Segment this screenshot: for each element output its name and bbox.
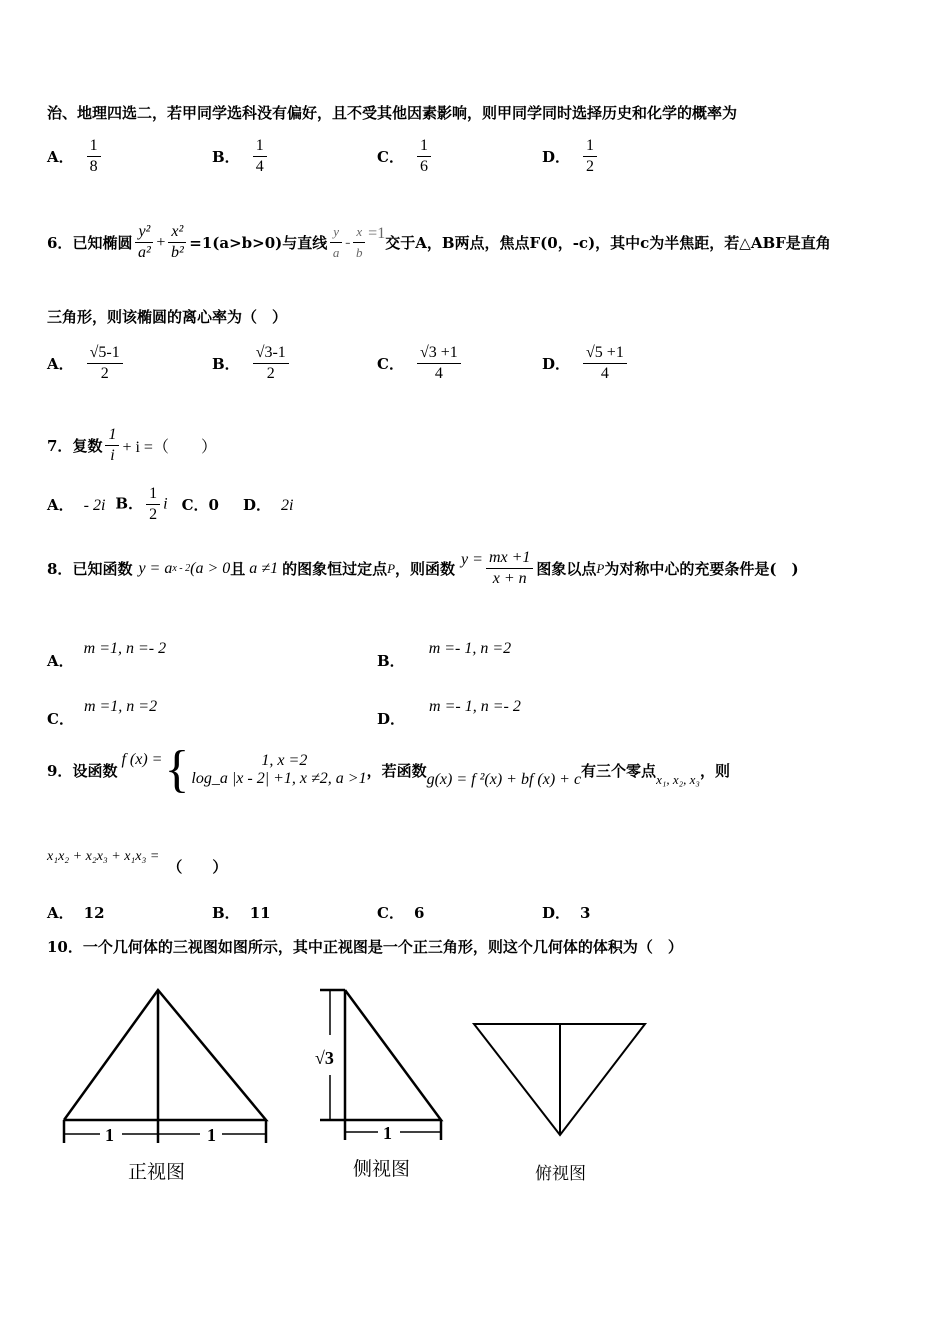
q6-stem-line2: 三角形，则该椭圆的离心率为（ ）: [47, 308, 288, 326]
q5-option-a[interactable]: [47, 136, 104, 177]
minus: -: [345, 233, 351, 251]
side-dim: 1: [383, 1123, 392, 1143]
q9-stem: [47, 741, 730, 798]
denominator: 4: [600, 365, 609, 382]
numerator: 1: [87, 136, 101, 157]
plus: +: [156, 233, 166, 251]
option-label: B．: [212, 904, 240, 922]
brace: {: [164, 741, 190, 798]
formula: a ≠1: [249, 559, 279, 577]
q5-option-d[interactable]: [542, 136, 600, 177]
formula: y = a: [138, 559, 173, 577]
q5-stem: 治、地理四选二，若甲同学选科没有偏好，且不受其他因素影响，则甲同学同时选择历史和化学的概率为: [47, 104, 738, 122]
denominator: b²: [170, 244, 184, 261]
three-view-figure: [0, 975, 950, 1195]
option-value: 6: [413, 903, 425, 922]
q7-number: 7．: [47, 437, 73, 455]
option-label: D．: [242, 496, 271, 514]
denominator: 2: [266, 365, 275, 382]
option-label: D．: [542, 148, 571, 166]
q8-option-b[interactable]: [377, 626, 511, 671]
equals-one: =1: [368, 224, 386, 242]
option-label: A．: [47, 904, 74, 922]
text: 图象以点: [536, 560, 597, 578]
denominator: 2: [149, 506, 158, 523]
q6-option-d[interactable]: [542, 343, 630, 384]
q7-option-a[interactable]: [47, 494, 105, 515]
q6-number: 6．: [47, 234, 73, 252]
text: =1(a>b>0)与直线: [189, 234, 328, 252]
text: ，则函数: [395, 560, 456, 578]
option-value: 12: [83, 903, 105, 922]
q5-option-b[interactable]: [212, 136, 270, 177]
point-p: P: [387, 560, 396, 576]
text: 交于A，B两点，焦点F(0，-c)，其中c为半焦距，若△ABF是直角: [385, 234, 831, 252]
numerator: x²: [168, 222, 186, 243]
exponent: x - 2: [172, 563, 191, 574]
option-label: B．: [212, 355, 240, 373]
q9-number: 9．: [47, 761, 73, 780]
zeros: x₁, x₂, x₃: [656, 772, 700, 787]
option-label: B．: [212, 148, 240, 166]
formula: f (x) =: [121, 751, 163, 768]
option-value: m =1, n =- 2: [83, 639, 167, 657]
option-label: C．: [377, 148, 404, 166]
q10-stem: [47, 936, 683, 957]
q7-stem: [47, 425, 217, 466]
numerator: x: [353, 222, 365, 243]
option-label: D．: [377, 710, 406, 728]
option-label: B．: [115, 494, 144, 513]
expression: x₁x₂ + x₂x₃ + x₁x₃ =: [47, 848, 160, 864]
option-value: 0: [208, 496, 219, 514]
option-value: - 2i: [83, 497, 106, 514]
text: 一个几何体的三视图如图所示，其中正视图是一个正三角形，则这个几何体的体积为（ ）: [82, 938, 683, 956]
option-suffix: i: [163, 495, 168, 513]
denominator: 4: [434, 365, 443, 382]
option-value: 11: [249, 903, 271, 922]
text: 且: [230, 560, 246, 578]
case-2: log_a |x - 2| +1, x ≠2, a >1: [191, 770, 367, 787]
q7-option-c[interactable]: [182, 494, 219, 515]
q8-option-a[interactable]: [47, 626, 166, 671]
q7-option-b[interactable]: [115, 484, 167, 525]
front-dim-2: 1: [207, 1125, 216, 1145]
numerator: y²: [135, 222, 153, 243]
q8-option-d[interactable]: [377, 684, 521, 729]
denominator: i: [110, 447, 115, 464]
top-view-caption: 俯视图: [535, 1164, 586, 1183]
formula: y =: [461, 550, 483, 568]
option-label: C．: [181, 496, 209, 514]
option-label: D．: [542, 904, 571, 922]
text: 设函数: [72, 761, 118, 780]
option-value: m =- 1, n =- 2: [429, 697, 521, 715]
option-label: C．: [377, 904, 404, 922]
side-height-label: √3: [315, 1048, 334, 1068]
q6-option-a[interactable]: [47, 343, 126, 384]
denominator: a: [332, 245, 340, 260]
numerator: 1: [146, 484, 160, 505]
text: 为对称中心的充要条件是( ): [604, 560, 799, 578]
q9-option-d[interactable]: [542, 902, 590, 923]
q9-option-a[interactable]: [47, 902, 105, 923]
front-view: [64, 990, 266, 1143]
expression: + i =（ ）: [122, 439, 217, 456]
q6-stem: [47, 222, 831, 263]
numerator: √3-1: [253, 343, 289, 364]
denominator: 4: [255, 158, 264, 175]
numerator: √3 +1: [417, 343, 461, 364]
option-label: C．: [47, 710, 74, 728]
text: ，若函数: [366, 761, 427, 780]
numerator: √5-1: [87, 343, 123, 364]
q9-option-c[interactable]: [377, 902, 424, 923]
text: 已知椭圆: [72, 234, 133, 252]
case-1: 1, x =2: [261, 752, 308, 769]
denominator: 6: [419, 158, 428, 175]
option-label: B．: [377, 652, 405, 670]
denominator: 2: [586, 158, 595, 175]
q10-number: 10．: [47, 938, 83, 956]
numerator: √5 +1: [583, 343, 627, 364]
numerator: 1: [253, 136, 267, 157]
q9-stem-line2: [47, 846, 227, 877]
formula: (a > 0: [190, 559, 231, 577]
text: ，则: [699, 761, 730, 780]
option-label: A．: [47, 652, 74, 670]
option-value: m =- 1, n =2: [428, 639, 512, 657]
numerator: 1: [105, 425, 119, 446]
option-label: C．: [377, 355, 404, 373]
option-label: A．: [47, 355, 74, 373]
option-label: A．: [47, 148, 74, 166]
q5-option-c[interactable]: [377, 136, 434, 177]
denominator: 8: [89, 158, 98, 175]
q6-option-c[interactable]: [377, 343, 464, 384]
option-label: D．: [542, 355, 571, 373]
text: 的图象恒过定点: [282, 560, 388, 578]
q9-option-b[interactable]: [212, 902, 271, 923]
option-value: 2i: [280, 497, 294, 514]
top-view: [474, 1024, 645, 1135]
text: 已知函数: [72, 560, 133, 578]
q7-options: [47, 484, 293, 525]
formula: g(x) = f ²(x) + bf (x) + c: [426, 771, 582, 788]
denominator: b: [356, 245, 363, 260]
front-view-caption: 正视图: [128, 1162, 186, 1183]
front-dim-1: 1: [105, 1125, 114, 1145]
point-p: P: [596, 560, 605, 576]
denominator: x + n: [492, 570, 527, 587]
q8-stem: [47, 548, 799, 589]
numerator: y: [330, 222, 342, 243]
numerator: 1: [417, 136, 431, 157]
text: 复数: [72, 437, 103, 455]
numerator: mx +1: [486, 548, 533, 569]
answer-blank: （ ）: [167, 858, 228, 876]
q8-option-c[interactable]: [47, 684, 157, 729]
denominator: a²: [138, 244, 151, 261]
text: 有三个零点: [581, 761, 657, 780]
q7-option-d[interactable]: [243, 494, 293, 515]
q6-option-b[interactable]: [212, 343, 292, 384]
q8-number: 8．: [47, 560, 73, 578]
numerator: 1: [583, 136, 597, 157]
denominator: 2: [100, 365, 109, 382]
option-value: 3: [580, 903, 591, 922]
side-view: [320, 990, 441, 1140]
option-value: m =1, n =2: [83, 697, 158, 715]
side-view-caption: 侧视图: [353, 1159, 411, 1180]
option-label: A．: [47, 496, 74, 514]
